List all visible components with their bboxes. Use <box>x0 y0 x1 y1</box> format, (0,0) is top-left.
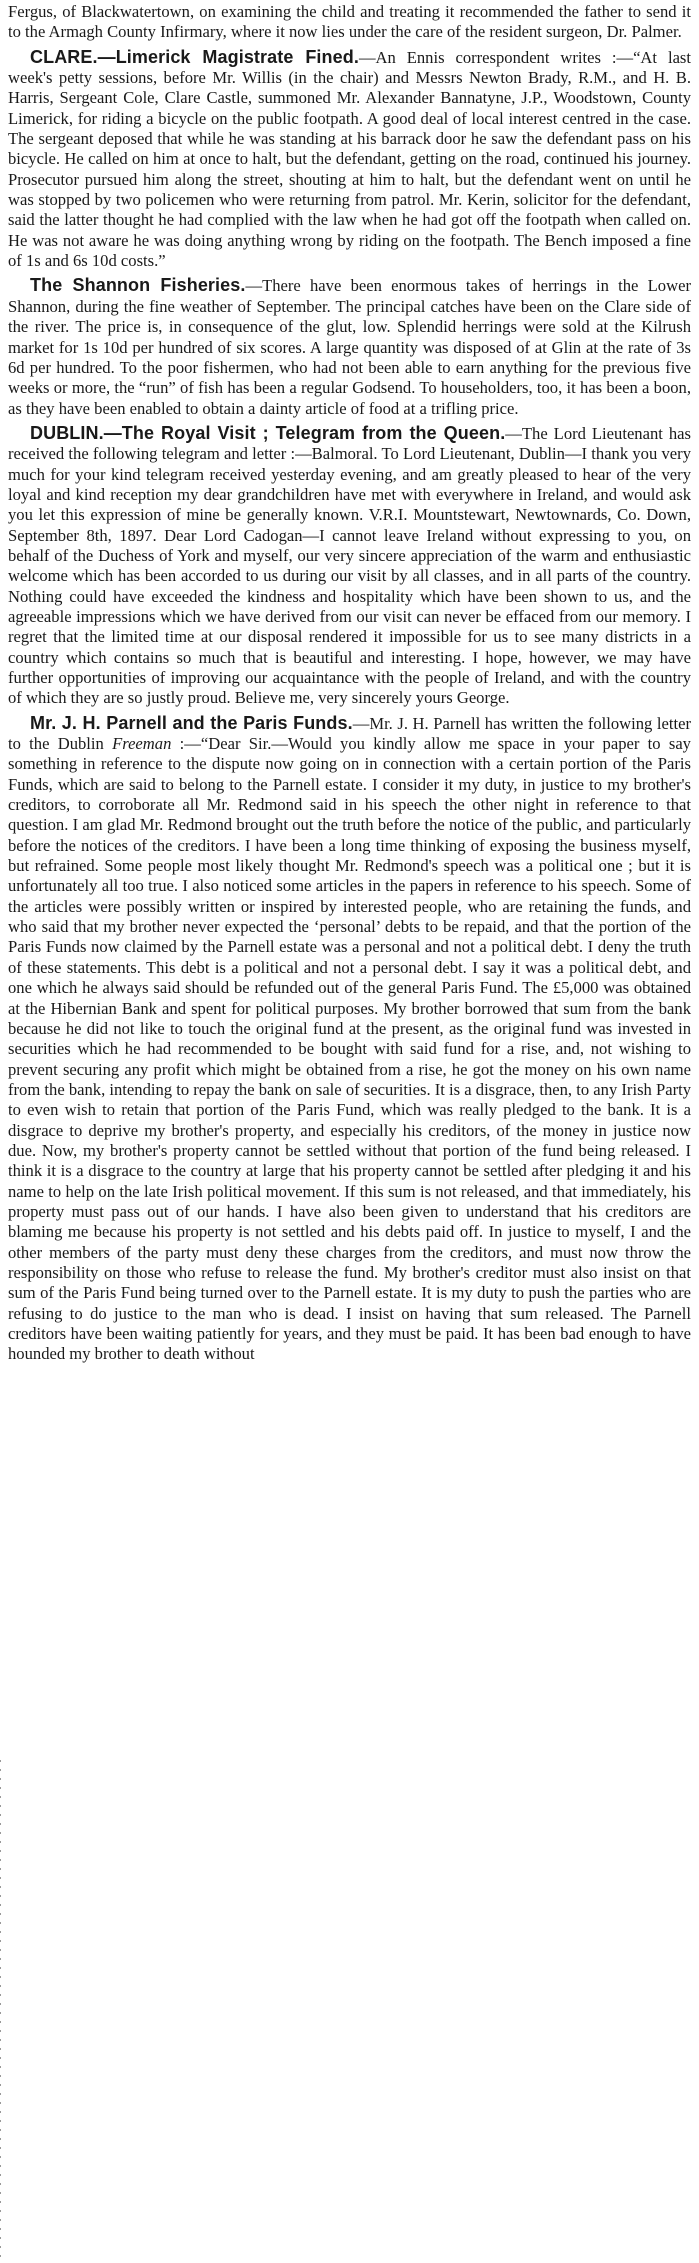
article-clare-body: —An Ennis correspondent writes :—“At last week's petty sessions, before Mr. Willis (in the chair) and Messrs Newton Brady, R.M., and H. B. Harris, Sergeant Cole, Clare Castle, summoned Mr. Alexander Bannatyne, J.P., Woodstown, County Limerick, for riding a bicycle on the public footpath. A good deal of local interest centred in the case. The sergeant deposed that while he was standing at his barrack door he saw the defendant pass on his bicycle. He called on him at once to halt, but the defendant, getting on the road, continued his journey. Prosecutor pursued him along the street, shouting at him to halt, but the defendant went on until he was stopped by two policemen who were returning from patrol. Mr. Kerin, solicitor for the defendant, said the latter thought he had complied with the law when he had got off the footpath when called on. He was not aware he was doing anything wrong by riding on the footpath. The Bench imposed a fine of 1s and 6s 10d costs.” <box>8 47 692 271</box>
article-parnell-heading: Mr. J. H. Parnell and the Paris Funds. <box>30 712 353 733</box>
article-clare-heading: CLARE.—Limerick Magistrate Fined. <box>30 46 359 67</box>
article-fergus <box>8 2 691 43</box>
article-parnell <box>8 713 691 1365</box>
article-parnell-newspaper-name: Freeman <box>112 734 172 754</box>
article-shannon-heading: The Shannon Fisheries. <box>30 275 246 296</box>
newspaper-column <box>8 2 691 1365</box>
article-dublin-heading: DUBLIN.—The Royal Visit ; Telegram from the Queen. <box>30 422 506 443</box>
article-parnell-body: :—“Dear Sir.—Would you kindly allow me space in your paper to say something in reference to the dispute now going on in connection with a certain portion of the Paris Funds, which are said to belong to the Parnell estate. I consider it my duty, in justice to my brother's creditors, to corroborate all Mr. Redmond said in his speech the other night in reference to that question. I am glad Mr. Redmond brought out the truth before the notice of the public, and particularly before the notices of the creditors. I have been a long time thinking of exposing the business myself, but refrained. Some people most likely thought Mr. Redmond's speech was a political one ; but it is unfortunately all too true. I also noticed some articles in the papers in reference to his speech. Some of the articles were possibly written or inspired by interested people, who are retaining the funds, and who said that my brother never expected the ‘personal’ debts to be repaid, and that the portion of the Paris Funds now claimed by the Parnell estate was a personal and not a political debt. I deny the truth of these statements. This debt is a political and not a personal debt. I say it was a political debt, and one which he always said should be refunded out of the general Paris Fund. The £5,000 was obtained at the Hibernian Bank and spent for political purposes. My brother borrowed that sum from the bank because he did not like to touch the original fund at the present, as the original fund was invested in securities which he had recommended to be bought with said fund for a rise, and, not wishing to prevent securing any profit which might be obtained from a rise, he got the money on his own name from the bank, intending to repay the bank on sale of securities. It is a disgrace, then, to any Irish Party to even wish to retain that portion of the Paris Fund, which was really pledged to the bank. It is a disgrace to deprive my brother's property, and especially his creditors, of the money in justice now due. Now, my brother's property cannot be settled without that portion of the fund being released. I think it is a disgrace to the country at large that his property cannot be settled after pledging it and his name to help on the late Irish political movement. If this sum is not released, and that immediately, his property must pass out of our hands. I have also been given to understand that his creditors are blaming me because his property is not settled and his debts paid off. In justice to myself, I and the other members of the party must deny these charges from the creditors, and must now throw the responsibility on those who refuse to release the fund. My brother's creditor must also insist on that sum of the Paris Fund being turned over to the Parnell estate. It is my duty to push the parties who are refusing to do justice to the man who is dead. I insist on having that sum released. The Parnell creditors have been waiting patiently for years, and they must be paid. It has been bad enough to have hounded my brother to death without <box>8 734 691 1364</box>
column-margin-rule <box>0 1760 1 2260</box>
article-fergus-body: Fergus, of Blackwatertown, on examining the child and treating it recommended the father to send it to the Armagh County Infirmary, where it now lies under the care of the resident surgeon, Dr. Palmer. <box>8 2 691 42</box>
article-parnell-body-intro: —Mr. J. H. Parnell has written the following letter to the Dublin <box>8 713 691 754</box>
article-dublin <box>8 423 691 709</box>
article-clare <box>8 47 691 272</box>
article-shannon <box>8 275 691 418</box>
article-shannon-body: —There have been enormous takes of herrings in the Lower Shannon, during the fine weather of September. The principal catches have been on the Clare side of the river. The price is, in consequence of the glut, low. Splendid herrings were sold at the Kilrush market for 1s 10d per hundred of six scores. A large quantity was disposed of at Glin at the rate of 3s 6d per hundred. To the poor fishermen, who had not been able to earn anything for the previous five weeks or more, the “run” of fish has been a regular Godsend. To householders, too, it has been a boon, as they have been enabled to obtain a dainty article of food at a trifling price. <box>8 276 691 418</box>
article-dublin-body: —The Lord Lieutenant has received the following telegram and letter :—Balmoral. To Lord Lieutenant, Dublin—I thank you very much for your kind telegram received yesterday evening, and am greatly pleased to hear of the very loyal and kind reception my dear grandchildren have met with everywhere in Ireland, and would ask you let this expression of mine be generally known. V.R.I. Mountstewart, Newtownards, Co. Down, September 8th, 1897. Dear Lord Cadogan—I cannot leave Ireland without expressing to you, on behalf of the Duchess of York and myself, our very sincere appreciation of the warm and enthusiastic welcome which has been accorded to us during our visit by all classes, and in all parts of the country. Nothing could have exceeded the kindness and hospitality which have been shown to us, and the agreeable impressions which we have derived from our visit can never be effaced from our memory. I regret that the limited time at our disposal rendered it impossible for us to see many districts in a country which contains so much that is beautiful and interesting. I hope, however, we may have further opportunities of improving our acquaintance with the people of Ireland, and with the country of which they are so justly proud. Believe me, very sincerely yours George. <box>8 423 691 708</box>
